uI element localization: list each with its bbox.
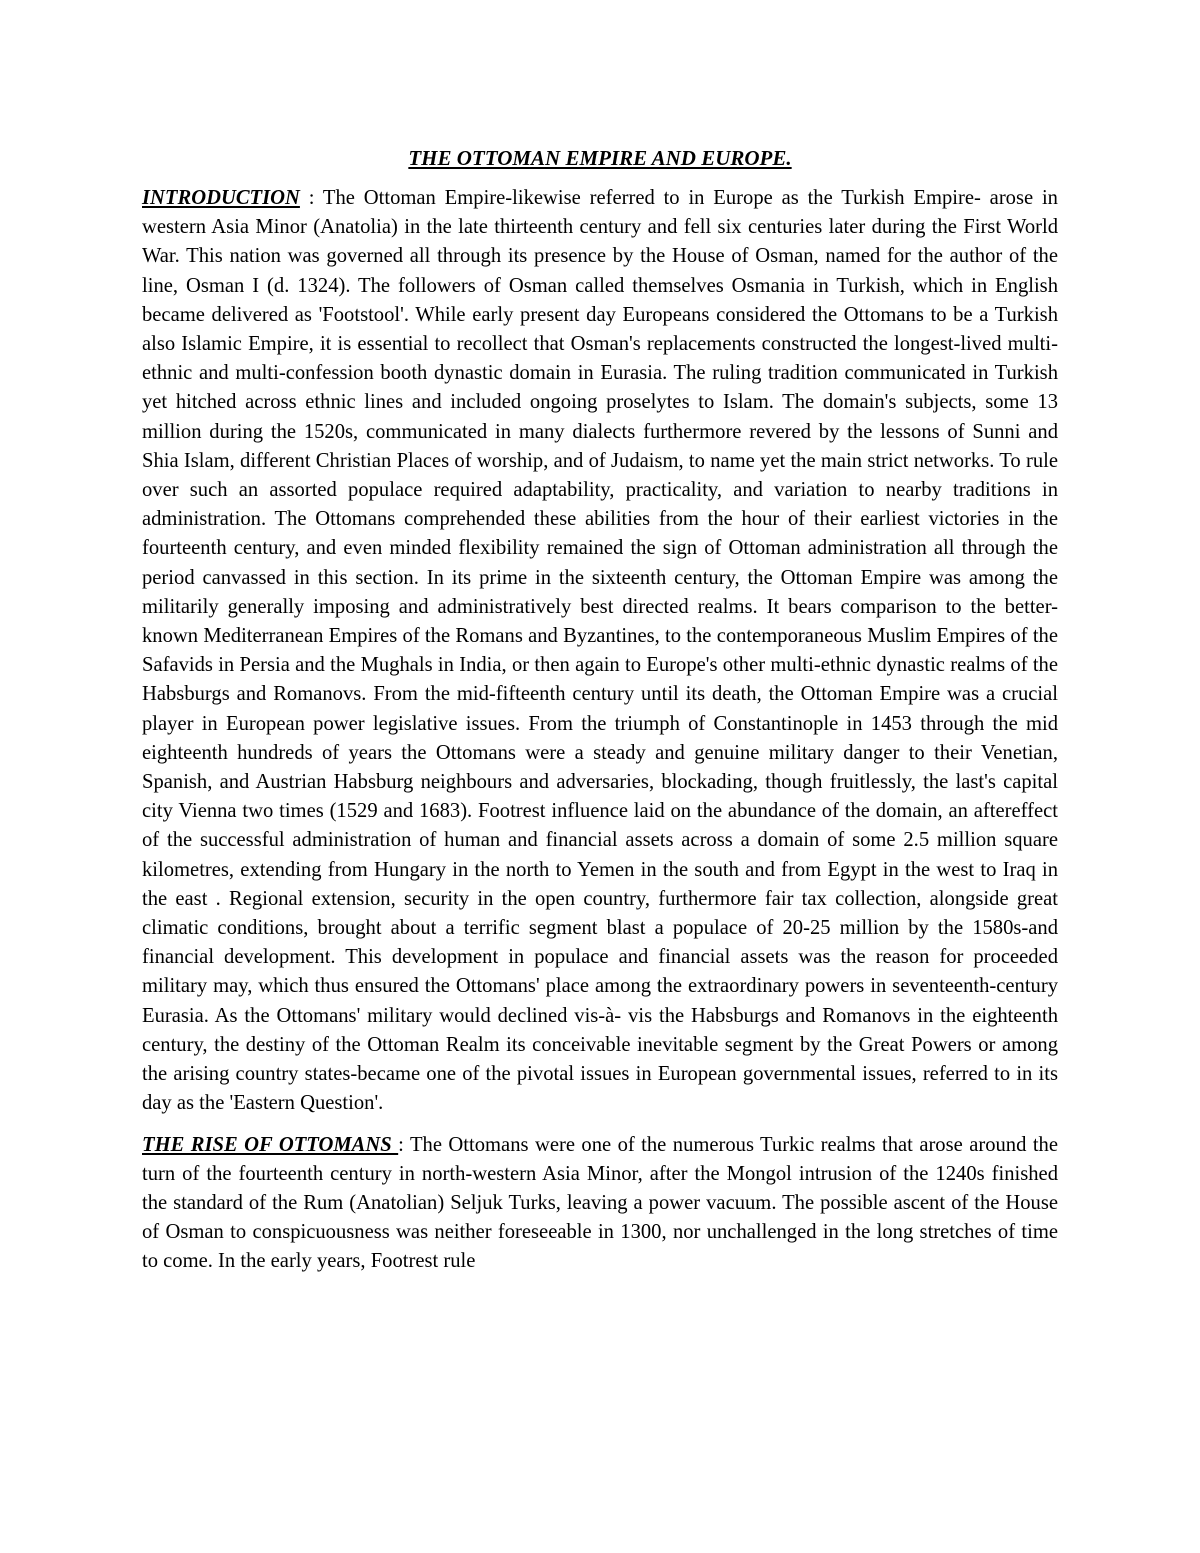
rise-of-ottomans-separator: :: [398, 1133, 410, 1156]
introduction-paragraph: [142, 184, 1058, 1119]
rise-of-ottomans-text: The Ottomans were one of the numerous Turkic realms that arose around the turn of the fourteenth century in north-western Asia Minor, after the Mongol intrusion of the 1240s finished the standard of the Rum (Anatolian) Seljuk Turks, leaving a power vacuum. The possible ascent of the House of Osman to conspicuousness was neither foreseeable in 1300, nor unchallenged in the long stretches of time to come. In the early years, Footrest rule: [142, 1133, 1058, 1273]
document-title: THE OTTOMAN EMPIRE AND EUROPE.: [408, 146, 792, 170]
rise-of-ottomans-heading: THE RISE OF OTTOMANS: [142, 1133, 399, 1156]
introduction-text: The Ottoman Empire-likewise referred to in Europe as the Turkish Empire- arose in western Asia Minor (Anatolia) in the late thirteenth century and fell six centuries later during the First World War. This nation was governed all through its presence by the House of Osman, named for the author of the line, Osman I (d. 1324). The followers of Osman called themselves Osmania in Turkish, which in English became delivered as 'Footstool'. While early present day Europeans considered the Ottomans to be a Turkish also Islamic Empire, it is essential to recollect that Osman's replacements constructed the longest-lived multi-ethnic and multi-confession booth dynastic domain in Eurasia. The ruling tradition communicated in Turkish yet hitched across ethnic lines and included ongoing proselytes to Islam. The domain's subjects, some 13 million during the 1520s, communicated in many dialects furthermore revered by the lessons of Sunni and Shia Islam, different Christian Places of worship, and of Judaism, to name yet the main strict networks. To rule over such an assorted populace required adaptability, practicality, and variation to nearby traditions in administration. The Ottomans comprehended these abilities from the hour of their earliest victories in the fourteenth century, and even minded flexibility remained the sign of Ottoman administration all through the period canvassed in this section. In its prime in the sixteenth century, the Ottoman Empire was among the militarily generally imposing and administratively best directed realms. It bears comparison to the better-known Mediterranean Empires of the Romans and Byzantines, to the contemporaneous Muslim Empires of the Safavids in Persia and the Mughals in India, or then again to Europe's other multi-ethnic dynastic realms of the Habsburgs and Romanovs. From the mid-fifteenth century until its death, the Ottoman Empire was a crucial player in European power legislative issues. From the triumph of Constantinople in 1453 through the mid eighteenth hundreds of years the Ottomans were a steady and genuine military danger to their Venetian, Spanish, and Austrian Habsburg neighbours and adversaries, blockading, though fruitlessly, the last's capital city Vienna two times (1529 and 1683). Footrest influence laid on the abundance of the domain, an aftereffect of the successful administration of human and financial assets across a domain of some 2.5 million square kilometres, extending from Hungary in the north to Yemen in the south and from Egypt in the west to Iraq in the east . Regional extension, security in the open country, furthermore fair tax collection, alongside great climatic conditions, brought about a terrific segment blast a populace of 20-25 million by the 1580s-and financial development. This development in populace and financial assets was the reason for proceeded military may, which thus ensured the Ottomans' place among the extraordinary powers in seventeenth-century Eurasia. As the Ottomans' military would declined vis-à- vis the Habsburgs and Romanovs in the eighteenth century, the destiny of the Ottoman Realm its conceivable inevitable segment by the Great Powers or among the arising country states-became one of the pivotal issues in European governmental issues, referred to in its day as the 'Eastern Question'.: [142, 187, 1058, 1115]
introduction-heading: INTRODUCTION: [142, 187, 300, 209]
document-page: [142, 142, 1058, 1289]
introduction-separator: :: [299, 187, 323, 209]
rise-of-ottomans-paragraph: [142, 1131, 1058, 1277]
